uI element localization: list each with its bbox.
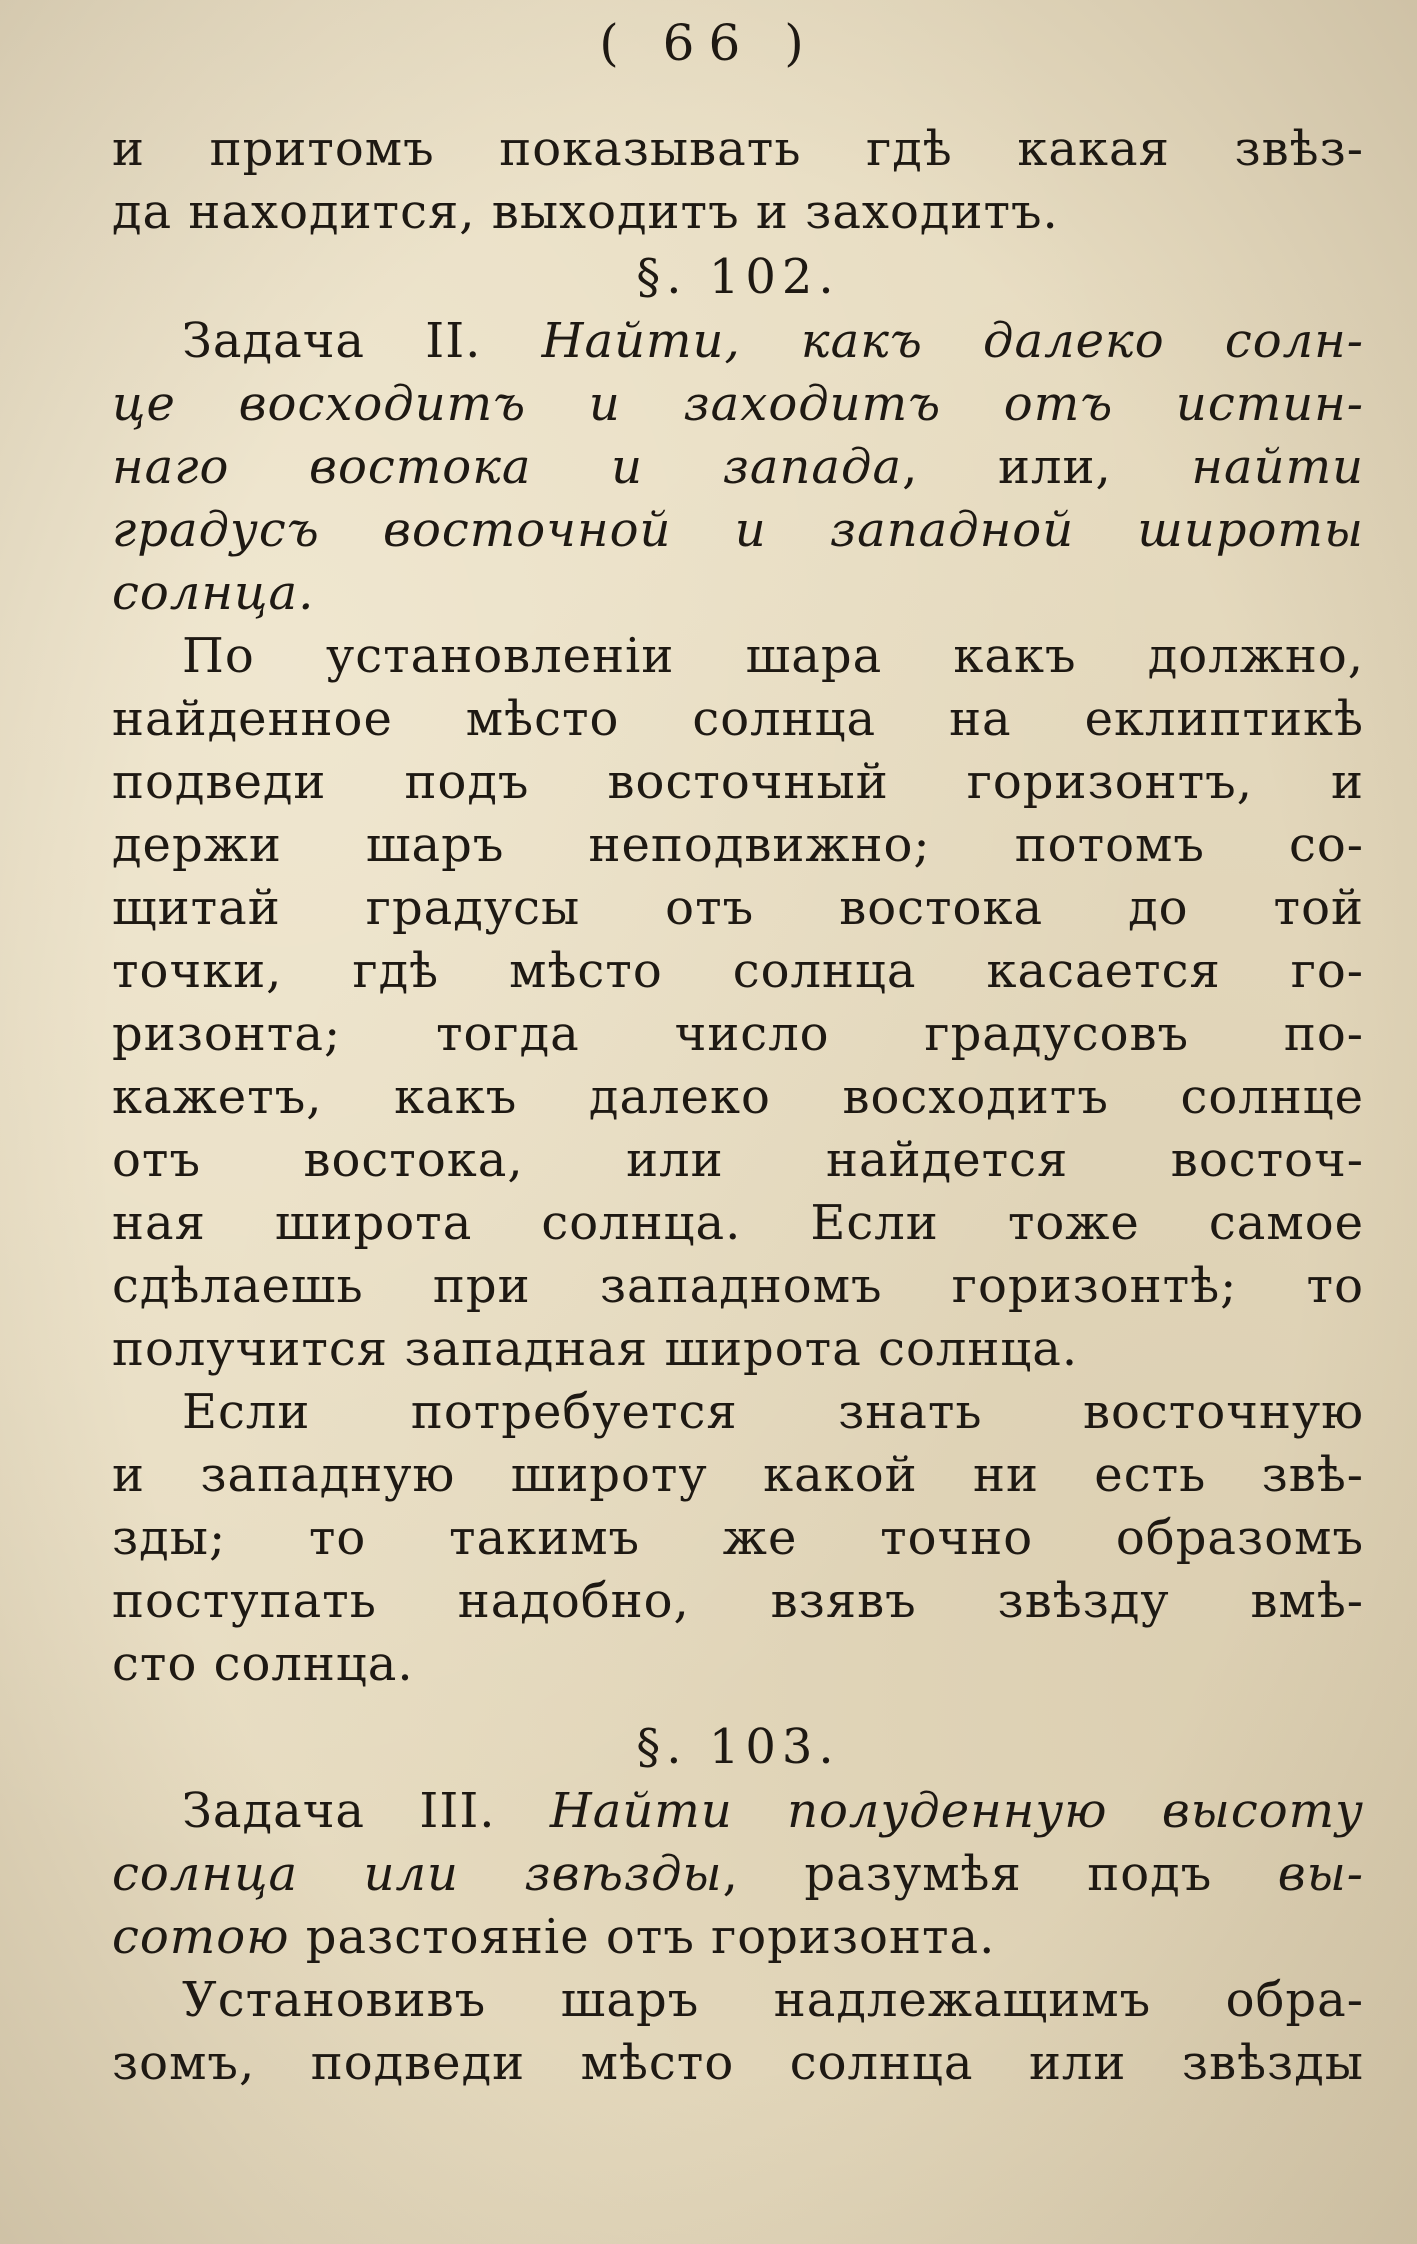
text-line: держи шаръ неподвижно; потомъ со-	[112, 817, 1364, 873]
problem-text: Найти, какъ далеко солн-	[541, 313, 1364, 369]
plain-span: , или,	[902, 439, 1192, 495]
text-line: сдѣлаешь при западномъ горизонтѣ; то	[112, 1258, 1364, 1314]
text-line: отъ востока, или найдется восточ-	[112, 1132, 1364, 1188]
text-line	[112, 436, 1364, 499]
problem-label: Задача III.	[182, 1783, 496, 1839]
text-line: подведи подъ восточный горизонтъ, и	[112, 754, 1364, 810]
text-line: зды; то такимъ же точно образомъ	[112, 1510, 1364, 1566]
page-number: ( 66 )	[599, 14, 818, 72]
text-line: ризонта; тогда число градусовъ по-	[112, 1006, 1364, 1062]
section-heading-102: §. 102.	[636, 249, 840, 305]
text-line	[112, 1906, 1364, 1969]
plain-span: , разумѣя подъ	[722, 1846, 1278, 1902]
italic-span: солнца или звѣзды	[112, 1846, 723, 1902]
text-line: градусъ восточной и западной широты	[112, 502, 1364, 558]
problem-text: Найти полуденную высоту	[549, 1783, 1364, 1839]
text-line: щитай градусы отъ востока до той	[112, 880, 1364, 936]
paragraph-2-start: Если потребуется знать восточную	[182, 1384, 1364, 1440]
italic-span: вы-	[1277, 1846, 1364, 1902]
text-line: поступать надобно, взявъ звѣзду вмѣ-	[112, 1573, 1364, 1629]
text-line: сто солнца.	[112, 1636, 414, 1692]
problem-label: Задача II.	[182, 313, 482, 369]
italic-span: наго востока и запада	[112, 439, 903, 495]
text-line: да находится, выходитъ и заходитъ.	[112, 184, 1059, 240]
text-line: кажетъ, какъ далеко восходитъ солнце	[112, 1069, 1364, 1125]
text-line	[112, 1843, 1364, 1906]
paragraph-1-start: По установленіи шара какъ должно,	[182, 628, 1364, 684]
spacer	[112, 1696, 1364, 1714]
italic-span: сотою	[112, 1909, 290, 1965]
text-line: и притомъ показывать гдѣ какая звѣз-	[112, 121, 1364, 177]
text-line: солнца.	[112, 565, 315, 621]
problem-2-title	[112, 310, 1364, 373]
text-line: и западную широту какой ни есть звѣ-	[112, 1447, 1364, 1503]
text-line: зомъ, подведи мѣсто солнца или звѣзды	[112, 2035, 1364, 2091]
plain-span: разстояніе отъ горизонта.	[289, 1909, 996, 1965]
paragraph-3-start: Установивъ шаръ надлежащимъ обра-	[182, 1972, 1364, 2028]
text-line: ная широта солнца. Если тоже самое	[112, 1195, 1364, 1251]
text-line: получится западная широта солнца.	[112, 1321, 1079, 1377]
italic-span: найти	[1191, 439, 1364, 495]
text-line: найденное мѣсто солнца на еклиптикѣ	[112, 691, 1364, 747]
text-line: це восходитъ и заходитъ отъ истин-	[112, 376, 1364, 432]
section-heading-103: §. 103.	[636, 1719, 840, 1775]
problem-3-title	[112, 1780, 1364, 1843]
text-line: точки, гдѣ мѣсто солнца касается го-	[112, 943, 1364, 999]
page-body	[112, 118, 1364, 2095]
